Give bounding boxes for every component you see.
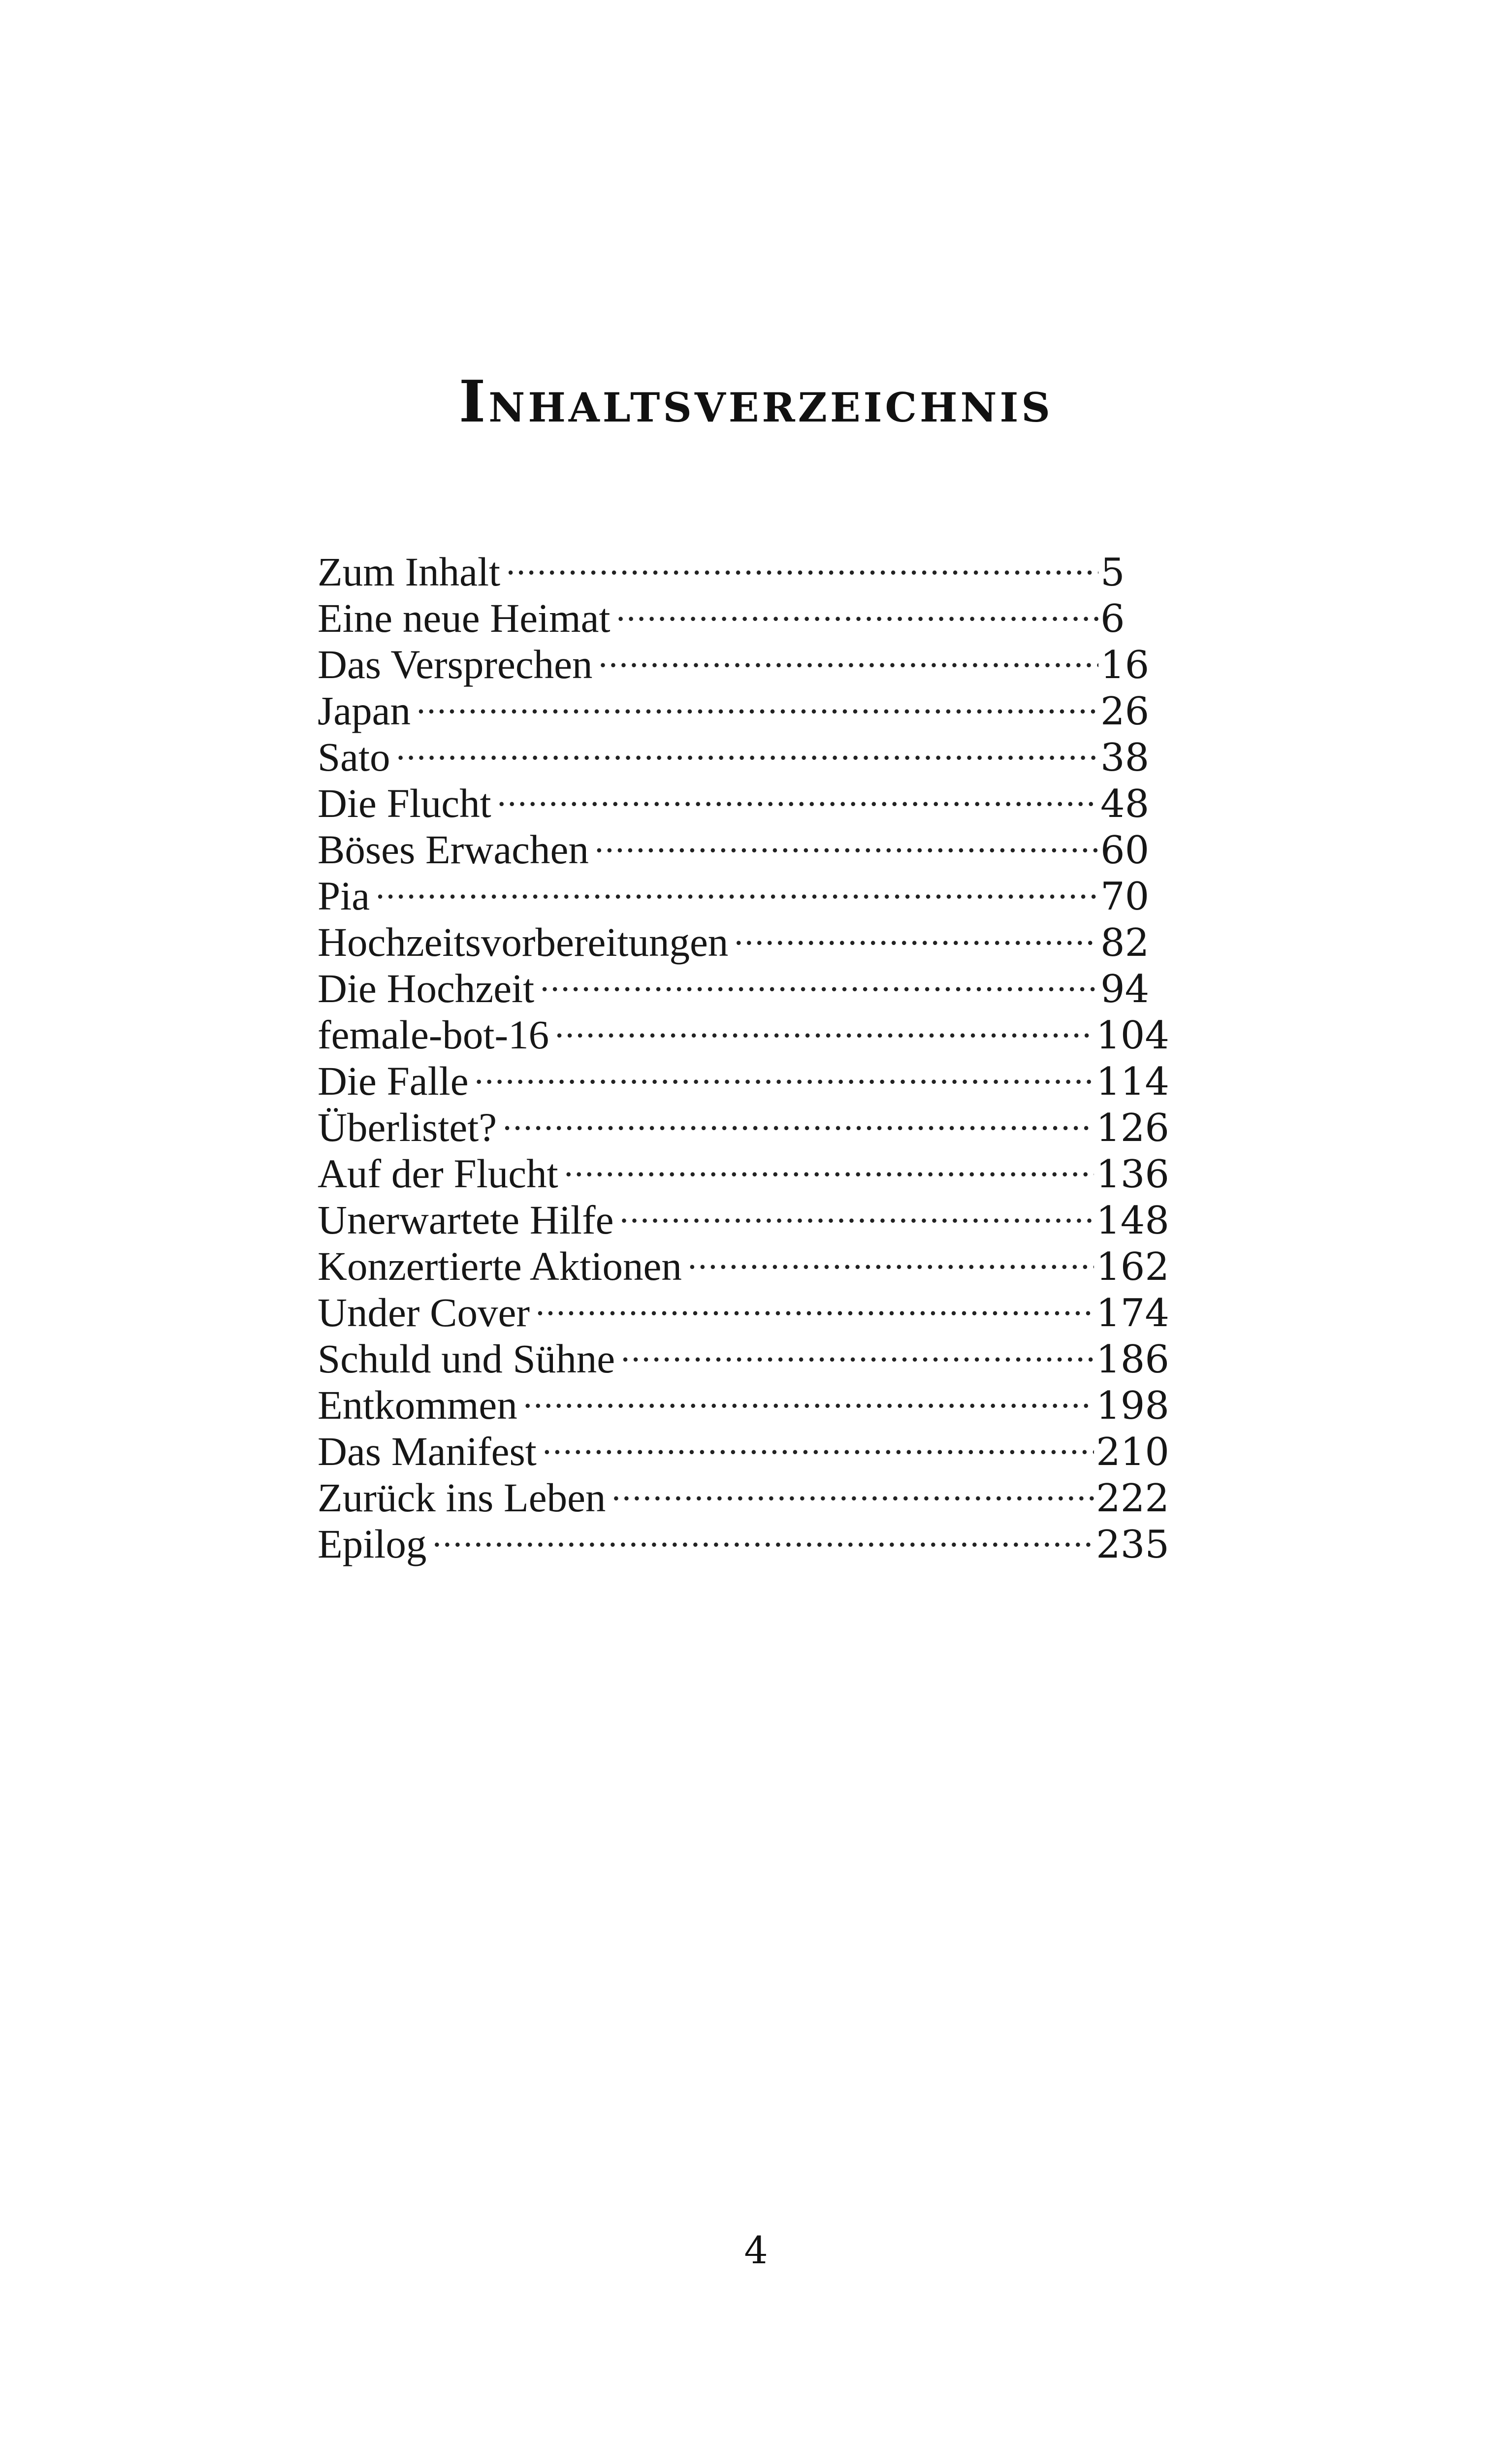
toc-dot-leader bbox=[497, 771, 1098, 817]
toc-dot-leader bbox=[555, 1002, 1094, 1048]
toc-entry-page: 136 bbox=[1096, 1152, 1169, 1197]
toc-dot-leader bbox=[396, 724, 1098, 771]
toc-dot-leader bbox=[599, 632, 1098, 678]
toc-entry bbox=[318, 771, 1169, 826]
toc-dot-leader bbox=[621, 1326, 1094, 1372]
toc-dot-leader bbox=[616, 586, 1098, 632]
toc-entry-page: 148 bbox=[1096, 1199, 1169, 1243]
toc-dot-leader bbox=[595, 817, 1098, 863]
toc-entry bbox=[318, 1511, 1169, 1567]
toc-entry-title: Auf der Flucht bbox=[318, 1151, 558, 1196]
toc-entry-page: 26 bbox=[1100, 689, 1150, 734]
toc-entry-title: Schuld und Sühne bbox=[318, 1336, 615, 1381]
toc-entry-page: 38 bbox=[1100, 736, 1150, 780]
toc-dot-leader bbox=[734, 910, 1098, 956]
toc-entry-title: female-bot-16 bbox=[318, 1012, 549, 1057]
toc-entry-title: Zurück ins Leben bbox=[318, 1475, 606, 1520]
toc-dot-leader bbox=[376, 863, 1098, 910]
toc-entry-title: Die Flucht bbox=[318, 781, 491, 826]
toc-dot-leader bbox=[506, 539, 1098, 586]
toc-entry-page: 210 bbox=[1096, 1430, 1169, 1474]
toc-dot-leader bbox=[540, 956, 1098, 1002]
toc-dot-leader bbox=[475, 1048, 1094, 1095]
toc-entry-title: Zum Inhalt bbox=[318, 549, 501, 594]
toc-dot-leader bbox=[619, 1187, 1094, 1234]
toc-entry-page: 104 bbox=[1096, 1013, 1169, 1058]
toc-entry-page: 198 bbox=[1096, 1384, 1169, 1428]
toc-dot-leader bbox=[432, 1511, 1094, 1558]
toc-entry-page: 82 bbox=[1100, 921, 1150, 965]
toc-dot-leader bbox=[564, 1141, 1094, 1187]
toc-entry bbox=[318, 863, 1169, 919]
toc-entry-page: 222 bbox=[1096, 1476, 1169, 1521]
toc-entry-title: Sato bbox=[318, 734, 390, 780]
toc-dot-leader bbox=[523, 1372, 1094, 1419]
toc-entry-title: Unerwartete Hilfe bbox=[318, 1197, 614, 1242]
toc-dot-leader bbox=[417, 678, 1098, 724]
toc-entry-title: Epilog bbox=[318, 1521, 427, 1566]
toc-entry-title: Die Falle bbox=[318, 1058, 469, 1104]
toc-entry-title: Japan bbox=[318, 688, 411, 733]
page-number: 4 bbox=[744, 2228, 768, 2272]
toc-entry bbox=[318, 910, 1169, 965]
toc-entry-page: 162 bbox=[1096, 1245, 1169, 1289]
toc-dot-leader bbox=[543, 1419, 1094, 1465]
toc-entry-page: 6 bbox=[1100, 597, 1125, 641]
toc-entry-page: 94 bbox=[1100, 967, 1150, 1011]
toc-entry-page: 60 bbox=[1100, 828, 1150, 873]
toc-entry-title: Konzertierte Aktionen bbox=[318, 1243, 682, 1289]
toc-entry-title: Das Versprechen bbox=[318, 642, 593, 687]
toc-entry-title: Pia bbox=[318, 873, 370, 918]
toc-dot-leader bbox=[688, 1234, 1094, 1280]
toc-dot-leader bbox=[503, 1095, 1094, 1141]
toc-entry-title: Böses Erwachen bbox=[318, 827, 589, 872]
toc-entry-title: Das Manifest bbox=[318, 1429, 537, 1474]
toc-entry-page: 174 bbox=[1096, 1291, 1169, 1336]
toc-entry-title: Eine neue Heimat bbox=[318, 595, 611, 641]
toc-entry-page: 186 bbox=[1096, 1337, 1169, 1382]
toc-entry-title: Entkommen bbox=[318, 1382, 517, 1428]
toc-entry bbox=[318, 539, 1169, 595]
toc-entry bbox=[318, 724, 1169, 780]
toc-entry-page: 48 bbox=[1100, 782, 1150, 826]
toc-entry-title: Under Cover bbox=[318, 1290, 530, 1335]
toc-entry-page: 5 bbox=[1100, 551, 1125, 595]
toc-dot-leader bbox=[536, 1280, 1094, 1326]
toc-entry-title: Die Hochzeit bbox=[318, 966, 535, 1011]
toc-entry-page: 16 bbox=[1100, 643, 1150, 687]
toc-entry-page: 114 bbox=[1096, 1060, 1169, 1104]
toc-entry-title: Überlistet? bbox=[318, 1105, 497, 1150]
toc-entry-page: 126 bbox=[1096, 1106, 1169, 1150]
toc-entry-page: 70 bbox=[1100, 875, 1150, 919]
table-of-contents bbox=[318, 539, 1169, 1567]
toc-entry bbox=[318, 678, 1169, 734]
page-title: Inhaltsverzeichnis bbox=[459, 368, 1053, 435]
toc-entry-title: Hochzeitsvorbereitungen bbox=[318, 919, 729, 965]
toc-entry-page: 235 bbox=[1096, 1523, 1169, 1567]
toc-dot-leader bbox=[611, 1465, 1094, 1511]
